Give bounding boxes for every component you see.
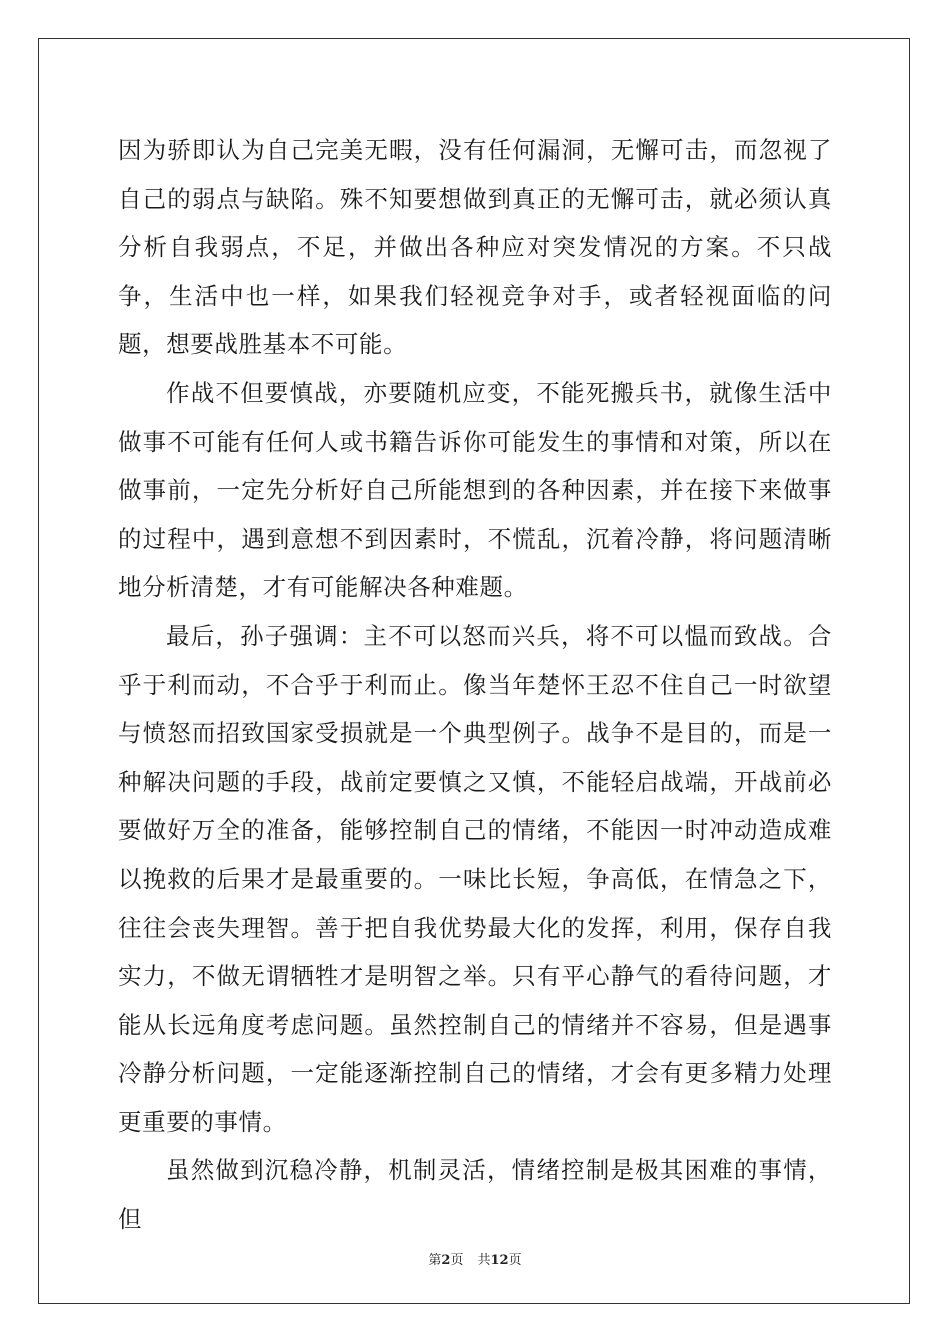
paragraph-4: 虽然做到沉稳冷静，机制灵活，情绪控制是极其困难的事情，但 xyxy=(118,1156,832,1234)
page-suffix: 页 xyxy=(450,1253,464,1268)
paragraph-2: 作战不但要慎战，亦要随机应变，不能死搬兵书，就像生活中做事不可能有任何人或书籍告诉你可能发生的事情和对策，所以在做事前，一定先分析好自己所能想到的各种因素，并在接下来做事的过程中，遇到意想不到因素时，不慌乱，沉着冷静，将问题清晰地分析清楚，才有可能解决各种难题。 xyxy=(118,378,832,602)
total-pages: 12 xyxy=(490,1253,509,1268)
document-body xyxy=(118,126,832,1244)
total-prefix: 共 xyxy=(477,1253,491,1268)
paragraph-1: 因为骄即认为自己完美无暇，没有任何漏洞，无懈可击，而忽视了自己的弱点与缺陷。殊不知要想做到真正的无懈可击，就必须认真分析自我弱点，不足，并做出各种应对突发情况的方案。不只战争，生活中也一样，如果我们轻视竞争对手，或者轻视面临的问题，想要战胜基本不可能。 xyxy=(118,136,832,359)
total-suffix: 页 xyxy=(508,1253,522,1268)
page-prefix: 第 xyxy=(428,1253,442,1268)
paragraph-3: 最后，孙子强调：主不可以怒而兴兵，将不可以愠而致战。合乎于利而动，不合乎于利而止。像当年楚怀王忍不住自己一时欲望与愤怒而招致国家受损就是一个典型例子。战争不是目的，而是一种解决问题的手段，战前定要慎之又慎，不能轻启战端，开战前必要做好万全的准备，能够控制自己的情绪，不能因一时冲动造成难以挽救的后果才是最重要的。一味比长短，争高低，在情急之下，往往会丧失理智。善于把自我优势最大化的发挥，利用，保存自我实力，不做无谓牺牲才是明智之举。只有平心静气的看待问题，才能从长远角度考虑问题。虽然控制自己的情绪并不容易，但是遇事冷静分析问题，一定能逐渐控制自己的情绪，才会有更多精力处理更重要的事情。 xyxy=(118,621,832,1136)
page-footer xyxy=(0,1249,950,1268)
page-number: 2 xyxy=(441,1253,451,1268)
